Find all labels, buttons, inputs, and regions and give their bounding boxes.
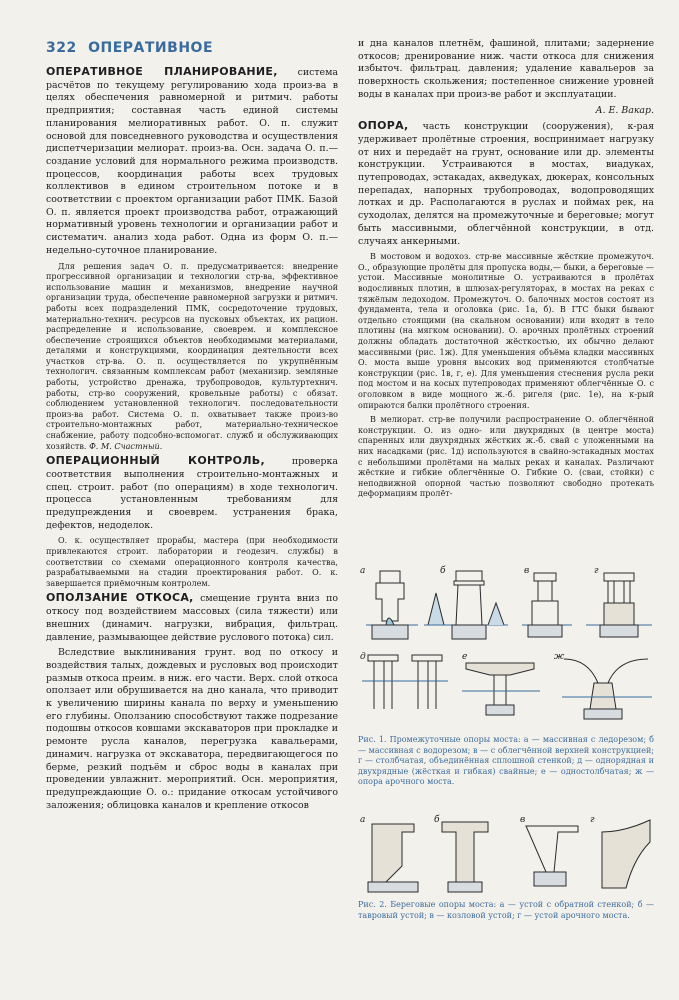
entry-text: часть конструкции (сооружения), к-рая удерживает пролётные строения, воспринимает нагрузку от них и передаёт на грунт, основание или др. элементы конструкции. Устраиваются в мостах, виадуках, путепроводах, эстакадах, акведуках, дюкерах, консольных перепадах, напорных трубопроводах, водопроводящих лотках и др. Располагаются в руслах и поймах рек, на суходолах, делятся на промежуточные и береговые; могут быть массивными, облегчённой конструкции, в отд. случаях анкерными. (358, 121, 655, 247)
entry-detail (46, 261, 338, 452)
entry-slope-slide (46, 592, 338, 644)
entry-paragraph: Вследствие выклинивания грунт. вод по откосу и воздействия талых, дождевых и русловых вод происходит размыв откоса преим. в ниж. его части. Верх. слой откоса оползает или обрушивается на дно канала, что приводит к увеличению ширины канала по верху и уменьшению его глубины. Оползанию способствуют также подрезание подошвы откосов ковшами экскаваторов при прокладке и ремонте русла каналов, перегрузка кавальерами, динамич. нагрузка от экскаватора, передвигающегося по берме, резкий подъём и сброс воды в каналах при проведении увлажнит. мероприятий. Осн. мероприятия, предупреждающие О. о.: придание откосам устойчивого заложения; облицовка каналов и крепление откосов (46, 647, 338, 811)
entry-term: ОПЕРАЦИОННЫЙ КОНТРОЛЬ, (46, 454, 265, 468)
author-signature: А. Е. Вакар. (595, 104, 654, 116)
author-signature: Ф. М. Счастный. (89, 440, 163, 451)
fig1-label-g: г (594, 566, 599, 576)
entry-term: ОПОЛЗАНИЕ ОТКОСА, (46, 591, 194, 605)
figure-2-drawing (358, 812, 654, 896)
entry-term: ОПОРА, (358, 119, 409, 133)
fig1-label-b: б (440, 566, 446, 576)
running-title: ОПЕРАТИВНОЕ (88, 40, 214, 56)
entry-detail: В мелиорат. стр-ве получили распространение О. облегчённой конструкции. О. из одно- или двухрядных (в центре моста) спаренных или двухрядных жёстких ж.-б. свай с уложенными на них насадками (рис. 1д) используются в свайно-эстакадных мостах с небольшими пролётами на малых реках и каналах. Различают жёсткие и гибкие облегчённые О. Гибкие О. (сваи, стойки) с неподвижной опорной частью позволяют свободно протекать деформациям пролёт- (358, 414, 654, 499)
fig2-label-b: б (434, 815, 440, 825)
entry-continuation (358, 38, 654, 102)
entry-text: и дна каналов плетнём, фашиной, плитами; задернение откосов; дренирование ниж. части откоса для снижения избыточ. фильтрац. давления; удаление кавальеров за поверхность скольжения; постепенное снижение уровней воды в каналах при произ-ве работ и эксплуатации. (358, 38, 654, 100)
running-header (46, 40, 213, 56)
entry-operative-planning (46, 66, 338, 258)
fig1-label-e: е (462, 652, 468, 662)
figure-1-drawing (358, 563, 654, 731)
figure-1 (358, 563, 654, 788)
figure-1-caption: Рис. 1. Промежуточные опоры моста: а — массивная с ледорезом; б — массивная с водорезом; в — с облегчённой верхней конструкцией; г — столбчатая, объединённая сплошной стенкой; д — однорядная и двухрядные (жёсткая и гибкая) свайные; е — одностолбчатая; ж — опора арочного моста. (358, 735, 654, 787)
fig1-label-zh: ж (554, 652, 565, 662)
entry-text: смещение грунта вниз по откосу под воздействием массовых (сила тяжести) или внешних (динамич. нагрузки, вибрация, фильтрац. давление, размывающее действие руслового потока) сил. (46, 593, 338, 643)
entry-text: проверка соответствия выполнения строительно-монтажных и спец. строит. работ (по операциям) в ходе технологич. процесса установленным требованиям для предупреждения и своеврем. устранения брака, дефектов, недоделок. (46, 456, 338, 531)
entry-detail: О. к. осуществляет прорабы, мастера (при необходимости привлекаются строит. лаборатории и геодезич. службы) в соответствии со схемами операционного контроля качества, разрабатываемыми на стадии проектирования работ. О. к. завершается приёмочным контролем. (46, 535, 338, 588)
entry-operational-control (46, 455, 338, 532)
fig1-label-d: д (360, 652, 366, 662)
entry-support (358, 120, 654, 248)
fig2-label-v: в (520, 815, 526, 825)
fig2-label-a: а (360, 815, 366, 825)
left-column (46, 66, 338, 815)
entry-text: система расчётов по текущему регулированию хода произ-ва в целях обеспечения равномерной и ритмич. работы предприятия; составная часть единой системы планирования мелиоративных работ. О. п. служит основой для повседневного руководства и осуществления диспетчеризации мелиорат. произ-ва. Осн. задача О. п.— создание условий для нормального режима производств. процессов, координация работы всех трудовых коллективов в едином строительном потоке и в соответствии с проектом организации работ ПМК. Базой О. п. является проект производства работ, отражающий нормативный уровень технологии и организации работ и систематич. анализ хода работ. Одна из форм О. п.— недельно-суточное планирование. (46, 67, 338, 256)
figure-2 (358, 812, 654, 921)
figure-2-caption: Рис. 2. Береговые опоры моста: а — устой с обратной стенкой; б — тавровый устой; в — козловой устой; г — устой арочного моста. (358, 900, 654, 920)
entry-term: ОПЕРАТИВНОЕ ПЛАНИРОВАНИЕ, (46, 65, 278, 78)
fig2-label-g: г (590, 815, 595, 825)
detail-text: Для решения задач О. п. предусматривается: внедрение прогрессивной организации и технологии стр-ва, эффективное использование машин и механизмов, внедрение научной организации труда, обеспечение равномерной загрузки и ритмич. работы всех подразделений ПМК, сосредоточение трудовых, материально-технич. ресурсов на пусковых объектах, их рацион. распределение и использование, своеврем. и комплексное обеспечение строящихся объектов необходимыми материалами, деталями и конструкциями, координация деятельности всех участков стр-ва. О. п. осуществляется по укрупнённым технологич. связанным комплексам работ (механизир. земляные работы, устройство дренажа, трубопроводов, культуртехнич. работы, стр-во сооружений, кровельные работы) с обязат. соблюдением установленной технологич. последовательности произ-ва работ. Система О. п. охватывает также произ-во строительно-монтажных работ, материально-техническое снабжение, работу подсобно-вспомогат. служб и обслуживающих хозяйств. (46, 260, 338, 451)
page-number: 322 (46, 40, 77, 56)
right-column (358, 38, 654, 503)
entry-detail: В мостовом и водохоз. стр-ве массивные жёсткие промежуточ. О., образующие пролёты для пропуска воды,— быки, а береговые — устои. Массивные монолитные О. устраиваются в пролётах водосливных плотин, в шлюзах-регуляторах, в мостах на реках с тяжёлым ледоходом. Промежуточ. О. балочных мостов состоят из фундамента, тела и оголовка (рис. 1а, б). В ГТС быки бывают отдельно стоящими (на скальном основании) или входят в тело плотины (на мягком основании). О. арочных пролётных строений должны обладать достаточной жёсткостью, их обычно делают массивными (рис. 1ж). Для уменьшения объёма кладки массивных О. моста выше уровня высоких вод применяются столбчатые конструкции (рис. 1в, г, е). Для уменьшения стеснения русла реки под мостом и на косых путепроводах применяют облегчённые О. с оголовком в виде мощного ж.-б. ригеля (рис. 1е), на к-рый опираются балки пролётного строения. (358, 251, 654, 410)
fig1-label-v: в (524, 566, 530, 576)
fig1-label-a: а (360, 566, 366, 576)
